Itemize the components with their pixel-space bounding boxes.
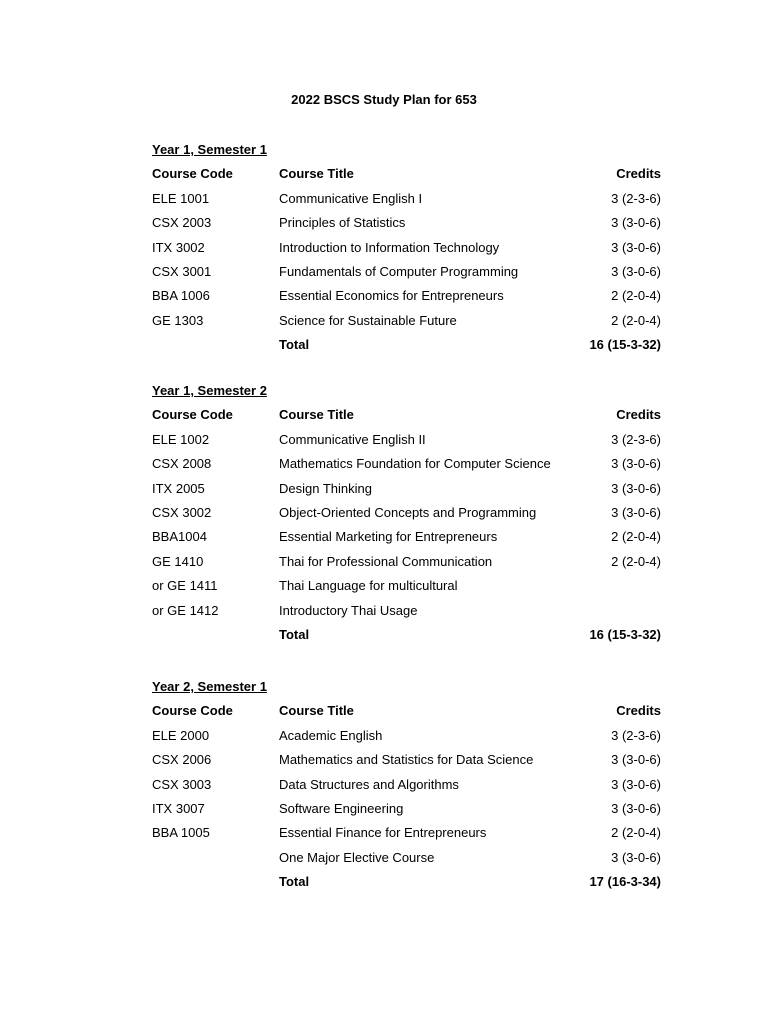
header-course-title: Course Title <box>279 703 354 719</box>
header-course-code: Course Code <box>152 703 233 719</box>
table-header <box>152 407 661 431</box>
course-credits: 3 (2-3-6) <box>611 431 661 447</box>
course-code: ITX 2005 <box>152 480 205 496</box>
table-row <box>152 505 661 529</box>
course-code: or GE 1412 <box>152 602 219 618</box>
course-credits: 3 (3-0-6) <box>611 215 661 231</box>
course-title: Thai Language for multicultural <box>279 578 458 594</box>
course-credits: 2 (2-0-4) <box>611 553 661 569</box>
course-code: CSX 2006 <box>152 752 212 768</box>
table-row <box>152 264 661 288</box>
course-code: CSX 3002 <box>152 504 212 520</box>
table-row <box>152 850 661 874</box>
total-label: Total <box>279 874 310 890</box>
course-title: Introduction to Information Technology <box>279 239 500 255</box>
course-credits: 3 (3-0-6) <box>611 480 661 496</box>
course-code: CSX 3003 <box>152 776 212 792</box>
total-row <box>152 627 661 651</box>
course-credits: 3 (3-0-6) <box>611 504 661 520</box>
course-code: ELE 2000 <box>152 727 210 743</box>
document-title: 2022 BSCS Study Plan for 653 <box>291 92 477 107</box>
course-credits: 3 (2-3-6) <box>611 190 661 206</box>
course-title: Essential Finance for Entrepreneurs <box>279 825 487 841</box>
course-title: Data Structures and Algorithms <box>279 776 459 792</box>
course-credits: 3 (3-0-6) <box>611 776 661 792</box>
header-course-code: Course Code <box>152 407 233 423</box>
total-row <box>152 874 661 898</box>
table-row <box>152 603 661 627</box>
course-code: CSX 2003 <box>152 215 212 231</box>
table-row <box>152 529 661 553</box>
semester-section-y1s1 <box>152 142 661 362</box>
table-header <box>152 166 661 190</box>
table-row <box>152 313 661 337</box>
table-row <box>152 240 661 264</box>
total-row <box>152 337 661 361</box>
course-title: Fundamentals of Computer Programming <box>279 263 519 279</box>
table-row <box>152 578 661 602</box>
table-row <box>152 825 661 849</box>
course-code: GE 1303 <box>152 312 204 328</box>
course-credits: 3 (3-0-6) <box>611 263 661 279</box>
course-title: Thai for Professional Communication <box>279 553 493 569</box>
table-row <box>152 456 661 480</box>
course-credits: 2 (2-0-4) <box>611 529 661 545</box>
course-title: Academic English <box>279 727 383 743</box>
course-title: Essential Marketing for Entrepreneurs <box>279 529 498 545</box>
table-row <box>152 288 661 312</box>
course-title: Mathematics Foundation for Computer Science <box>279 456 551 472</box>
course-title: Science for Sustainable Future <box>279 312 457 328</box>
course-credits: 2 (2-0-4) <box>611 312 661 328</box>
course-code: BBA1004 <box>152 529 207 545</box>
course-title: Software Engineering <box>279 800 404 816</box>
table-row <box>152 801 661 825</box>
course-title: Principles of Statistics <box>279 215 406 231</box>
course-title: Design Thinking <box>279 480 372 496</box>
course-title: Communicative English II <box>279 431 426 447</box>
total-credits: 16 (15-3-32) <box>589 337 661 353</box>
course-code: ELE 1001 <box>152 190 210 206</box>
semester-title: Year 1, Semester 2 <box>152 383 267 398</box>
table-row <box>152 777 661 801</box>
course-code: ELE 1002 <box>152 431 210 447</box>
course-code: GE 1410 <box>152 553 204 569</box>
course-credits: 3 (3-0-6) <box>611 752 661 768</box>
course-code: ITX 3002 <box>152 239 205 255</box>
total-label: Total <box>279 626 310 642</box>
course-title: Essential Economics for Entrepreneurs <box>279 288 504 304</box>
course-title: Object-Oriented Concepts and Programming <box>279 504 537 520</box>
course-credits: 3 (3-0-6) <box>611 456 661 472</box>
table-row <box>152 554 661 578</box>
semester-title: Year 2, Semester 1 <box>152 679 267 694</box>
course-credits: 3 (3-0-6) <box>611 239 661 255</box>
course-credits: 3 (2-3-6) <box>611 727 661 743</box>
header-course-title: Course Title <box>279 166 354 182</box>
table-row <box>152 432 661 456</box>
header-credits: Credits <box>616 407 661 423</box>
table-row <box>152 191 661 215</box>
header-credits: Credits <box>616 166 661 182</box>
header-course-title: Course Title <box>279 407 354 423</box>
semester-section-y2s1 <box>152 679 661 899</box>
table-row <box>152 728 661 752</box>
course-title: Communicative English I <box>279 190 423 206</box>
course-code: BBA 1005 <box>152 825 210 841</box>
course-code: CSX 3001 <box>152 263 212 279</box>
course-title: Introductory Thai Usage <box>279 602 418 618</box>
course-credits: 3 (3-0-6) <box>611 800 661 816</box>
total-credits: 17 (16-3-34) <box>589 874 661 890</box>
course-code: ITX 3007 <box>152 800 205 816</box>
header-course-code: Course Code <box>152 166 233 182</box>
course-code: CSX 2008 <box>152 456 212 472</box>
total-credits: 16 (15-3-32) <box>589 626 661 642</box>
semester-title: Year 1, Semester 1 <box>152 142 267 157</box>
table-header <box>152 703 661 727</box>
course-credits: 3 (3-0-6) <box>611 849 661 865</box>
table-row <box>152 752 661 776</box>
course-title: One Major Elective Course <box>279 849 435 865</box>
total-label: Total <box>279 337 310 353</box>
semester-section-y1s2 <box>152 383 661 651</box>
course-code: BBA 1006 <box>152 288 210 304</box>
course-code: or GE 1411 <box>152 578 218 594</box>
header-credits: Credits <box>616 703 661 719</box>
course-title: Mathematics and Statistics for Data Science <box>279 752 534 768</box>
table-row <box>152 215 661 239</box>
course-credits: 2 (2-0-4) <box>611 825 661 841</box>
table-row <box>152 481 661 505</box>
course-credits: 2 (2-0-4) <box>611 288 661 304</box>
